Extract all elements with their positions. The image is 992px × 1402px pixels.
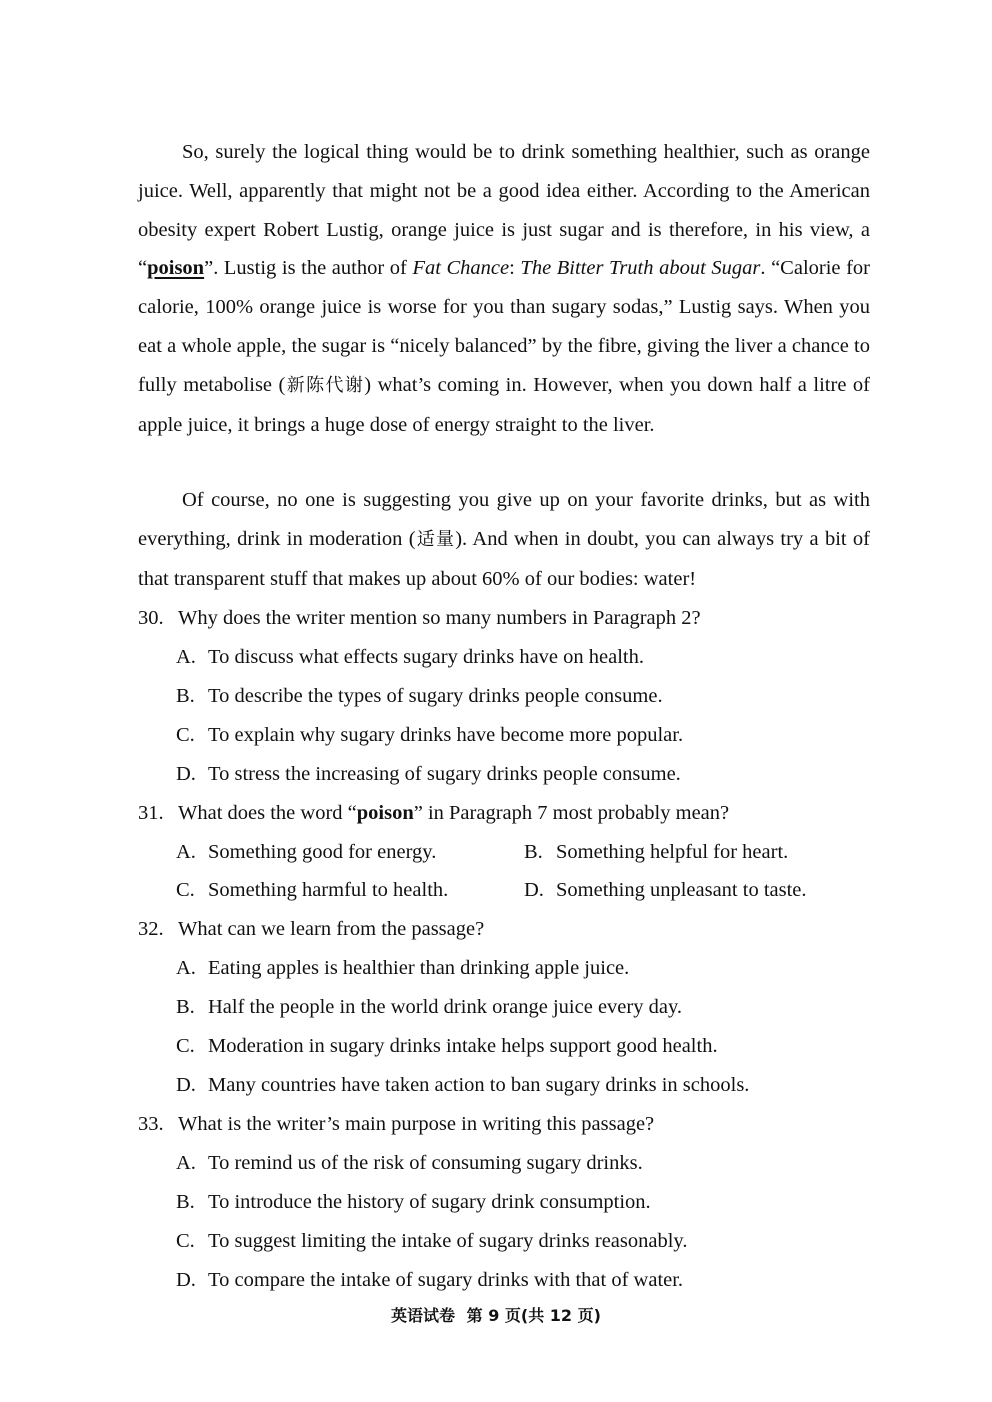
option-text: Something helpful for heart. <box>556 841 789 863</box>
question-33-option-a[interactable] <box>176 1151 643 1175</box>
option-letter: A. <box>176 1152 196 1174</box>
option-text: To explain why sugary drinks have become more popular. <box>208 724 684 746</box>
paragraph-text: . “Calorie for calorie, 100% orange juice is worse for you than sugary sodas,” Lustig says. When you eat a whole apple, the sugar is “nicely balanced” by the fibre, giving the liver a chance to fully metabolise ( <box>138 257 871 396</box>
option-text: Moderation in sugary drinks intake helps support good health. <box>208 1035 718 1057</box>
footer-page-number: 第 9 页(共 12 页) <box>466 1306 601 1325</box>
question-31-option-b[interactable] <box>524 840 788 864</box>
question-32-option-c[interactable] <box>176 1034 718 1058</box>
option-text: To remind us of the risk of consuming sugary drinks. <box>208 1152 643 1174</box>
question-32-option-a[interactable] <box>176 956 629 980</box>
option-text: To discuss what effects sugary drinks have on health. <box>208 646 644 668</box>
poison-word-quoted: poison <box>356 802 414 824</box>
paragraph-text: ”. Lustig is the author of <box>204 257 413 280</box>
book-title-part-1: Fat Chance <box>412 257 510 280</box>
passage-paragraph-1 <box>138 133 870 444</box>
option-letter: B. <box>524 841 543 863</box>
question-30-option-d[interactable] <box>176 762 681 786</box>
question-text: ” in Paragraph 7 most probably mean? <box>413 802 730 824</box>
option-text: To compare the intake of sugary drinks with that of water. <box>208 1269 684 1291</box>
question-30-option-c[interactable] <box>176 723 683 747</box>
question-number: 32. <box>138 918 164 940</box>
question-30-stem <box>138 606 878 630</box>
option-letter: C. <box>176 1035 195 1057</box>
question-text: What can we learn from the passage? <box>178 918 485 940</box>
question-31-option-d[interactable] <box>524 878 807 902</box>
question-text: What does the word “ <box>178 802 357 824</box>
paragraph-text: ). And when in doubt, you can always try a bit of that transparent stuff that makes up about 60% of our bodies: water! <box>138 527 871 590</box>
book-title-part-2: The Bitter Truth about Sugar <box>520 257 761 280</box>
option-text: To introduce the history of sugary drink consumption. <box>208 1191 651 1213</box>
question-number: 31. <box>138 802 164 824</box>
question-33-option-c[interactable] <box>176 1229 687 1253</box>
book-title-separator: : <box>509 257 521 280</box>
option-letter: A. <box>176 957 196 979</box>
option-letter: C. <box>176 879 195 901</box>
chinese-gloss-moderation: 适量 <box>415 528 456 550</box>
question-31-stem <box>138 801 878 825</box>
question-text: What is the writer’s main purpose in writing this passage? <box>178 1113 655 1135</box>
option-text: Eating apples is healthier than drinking apple juice. <box>208 957 630 979</box>
chinese-gloss-metabolise: 新陈代谢 <box>285 374 365 396</box>
question-30-option-a[interactable] <box>176 645 644 669</box>
option-text: Many countries have taken action to ban sugary drinks in schools. <box>208 1074 750 1096</box>
question-33-option-b[interactable] <box>176 1190 651 1214</box>
question-32-option-b[interactable] <box>176 995 682 1019</box>
option-letter: A. <box>176 646 196 668</box>
option-letter: B. <box>176 996 195 1018</box>
option-letter: D. <box>176 763 196 785</box>
question-32-stem <box>138 917 878 941</box>
option-text: To describe the types of sugary drinks people consume. <box>208 685 663 707</box>
option-letter: D. <box>176 1269 196 1291</box>
question-31-option-c[interactable] <box>176 878 448 902</box>
question-32-option-d[interactable] <box>176 1073 749 1097</box>
option-text: Something unpleasant to taste. <box>556 879 807 901</box>
option-letter: B. <box>176 685 195 707</box>
question-number: 33. <box>138 1113 164 1135</box>
paragraph-text: Of course, no one is suggesting you give up on your favorite drinks, but as with everything, drink in moderation ( <box>138 489 870 550</box>
option-letter: D. <box>524 879 544 901</box>
paragraph-text: So, surely the logical thing would be to drink something healthier, such as orange juice. Well, apparently that might not be a good idea either. According to the American obesity expert Robert Lustig, orange juice is just sugar and is therefore, in his view, a “ <box>138 141 870 280</box>
footer-subject: 英语试卷 <box>391 1306 456 1325</box>
question-33-option-d[interactable] <box>176 1268 683 1292</box>
page-footer <box>0 1304 992 1328</box>
option-text: To suggest limiting the intake of sugary drinks reasonably. <box>208 1230 688 1252</box>
passage-paragraph-2 <box>138 481 870 598</box>
option-text: Something harmful to health. <box>208 879 449 901</box>
question-33-stem <box>138 1112 878 1136</box>
question-30-option-b[interactable] <box>176 684 663 708</box>
option-letter: B. <box>176 1191 195 1213</box>
question-31-option-a[interactable] <box>176 840 436 864</box>
option-text: Something good for energy. <box>208 841 437 863</box>
option-text: Half the people in the world drink orange juice every day. <box>208 996 682 1018</box>
option-text: To stress the increasing of sugary drinks people consume. <box>208 763 681 785</box>
option-letter: A. <box>176 841 196 863</box>
option-letter: C. <box>176 724 195 746</box>
paragraph-text: ) what’s coming in. However, when you down half a litre of apple juice, it brings a huge dose of energy straight to the liver. <box>138 373 870 436</box>
option-letter: D. <box>176 1074 196 1096</box>
question-text: Why does the writer mention so many numbers in Paragraph 2? <box>178 607 701 629</box>
question-number: 30. <box>138 607 164 629</box>
option-letter: C. <box>176 1230 195 1252</box>
poison-word: poison <box>147 257 205 280</box>
